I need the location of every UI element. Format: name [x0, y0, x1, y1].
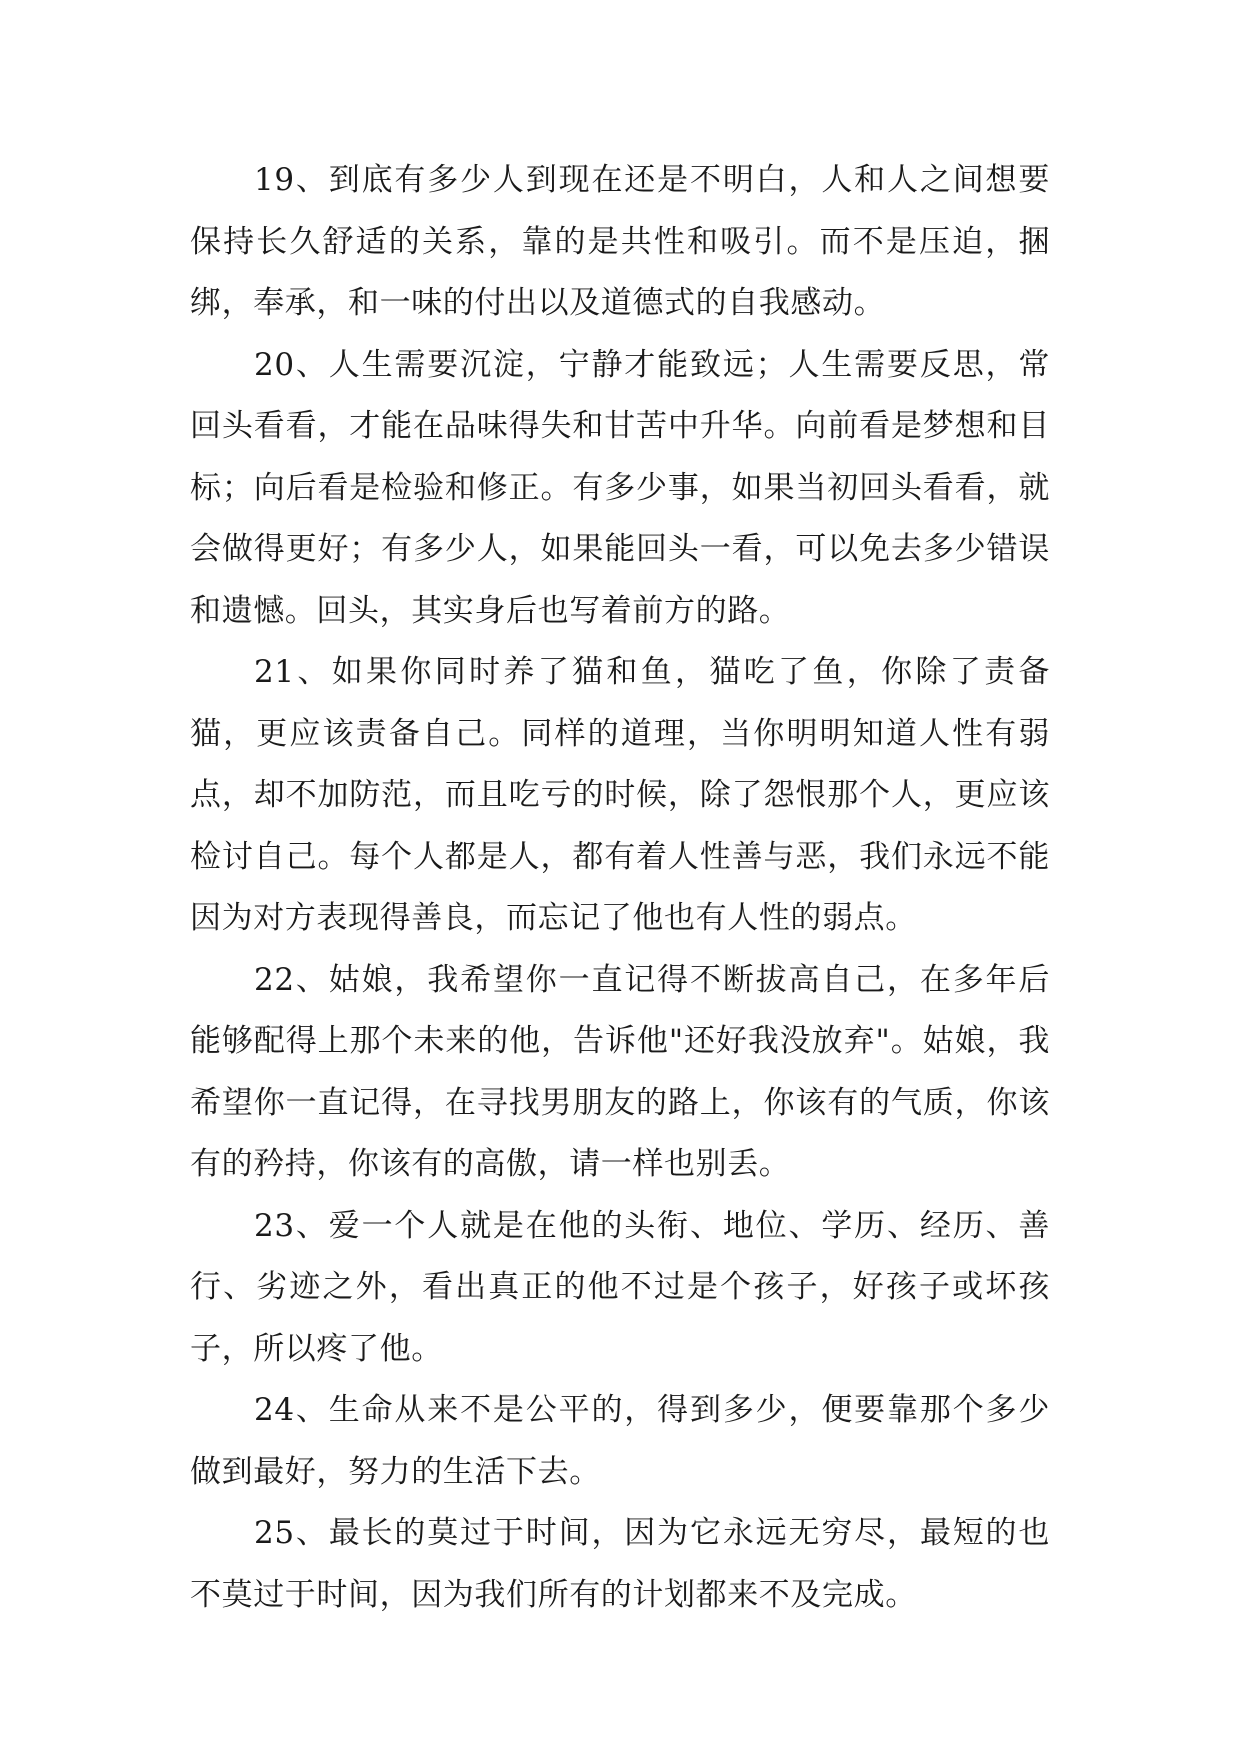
- paragraph-25: 25、最长的莫过于时间，因为它永远无穷尽，最短的也不莫过于时间，因为我们所有的计划都来不及完成。: [190, 1515, 1050, 1613]
- paragraph-23: 23、爱一个人就是在他的头衔、地位、学历、经历、善行、劣迹之外，看出真正的他不过是个孩子，好孩子或坏孩子，所以疼了他。: [190, 1207, 1050, 1367]
- paragraph-20: 20、人生需要沉淀，宁静才能致远；人生需要反思，常回头看看，才能在品味得失和甘苦中升华。向前看是梦想和目标；向后看是检验和修正。有多少事，如果当初回头看看，就会做得更好；有多少人，如果能回头一看，可以免去多少错误和遗憾。回头，其实身后也写着前方的路。: [190, 346, 1050, 629]
- paragraph-21: 21、如果你同时养了猫和鱼，猫吃了鱼，你除了责备猫，更应该责备自己。同样的道理，当你明明知道人性有弱点，却不加防范，而且吃亏的时候，除了怨恨那个人，更应该检讨自己。每个人都是人，都有着人性善与恶，我们永远不能因为对方表现得善良，而忘记了他也有人性的弱点。: [190, 654, 1050, 936]
- document-body: [190, 150, 1050, 1626]
- paragraph-19: 19、到底有多少人到现在还是不明白，人和人之间想要保持长久舒适的关系，靠的是共性和吸引。而不是压迫，捆绑，奉承，和一味的付出以及道德式的自我感动。: [190, 162, 1050, 321]
- paragraph-24: 24、生命从来不是公平的，得到多少，便要靠那个多少做到最好，努力的生活下去。: [190, 1392, 1050, 1490]
- paragraph-22: 22、姑娘，我希望你一直记得不断拔高自己，在多年后能够配得上那个未来的他，告诉他"还好我没放弃"。姑娘，我希望你一直记得，在寻找男朋友的路上，你该有的气质，你该有的矜持，你该有的高傲，请一样也别丢。: [190, 961, 1050, 1182]
